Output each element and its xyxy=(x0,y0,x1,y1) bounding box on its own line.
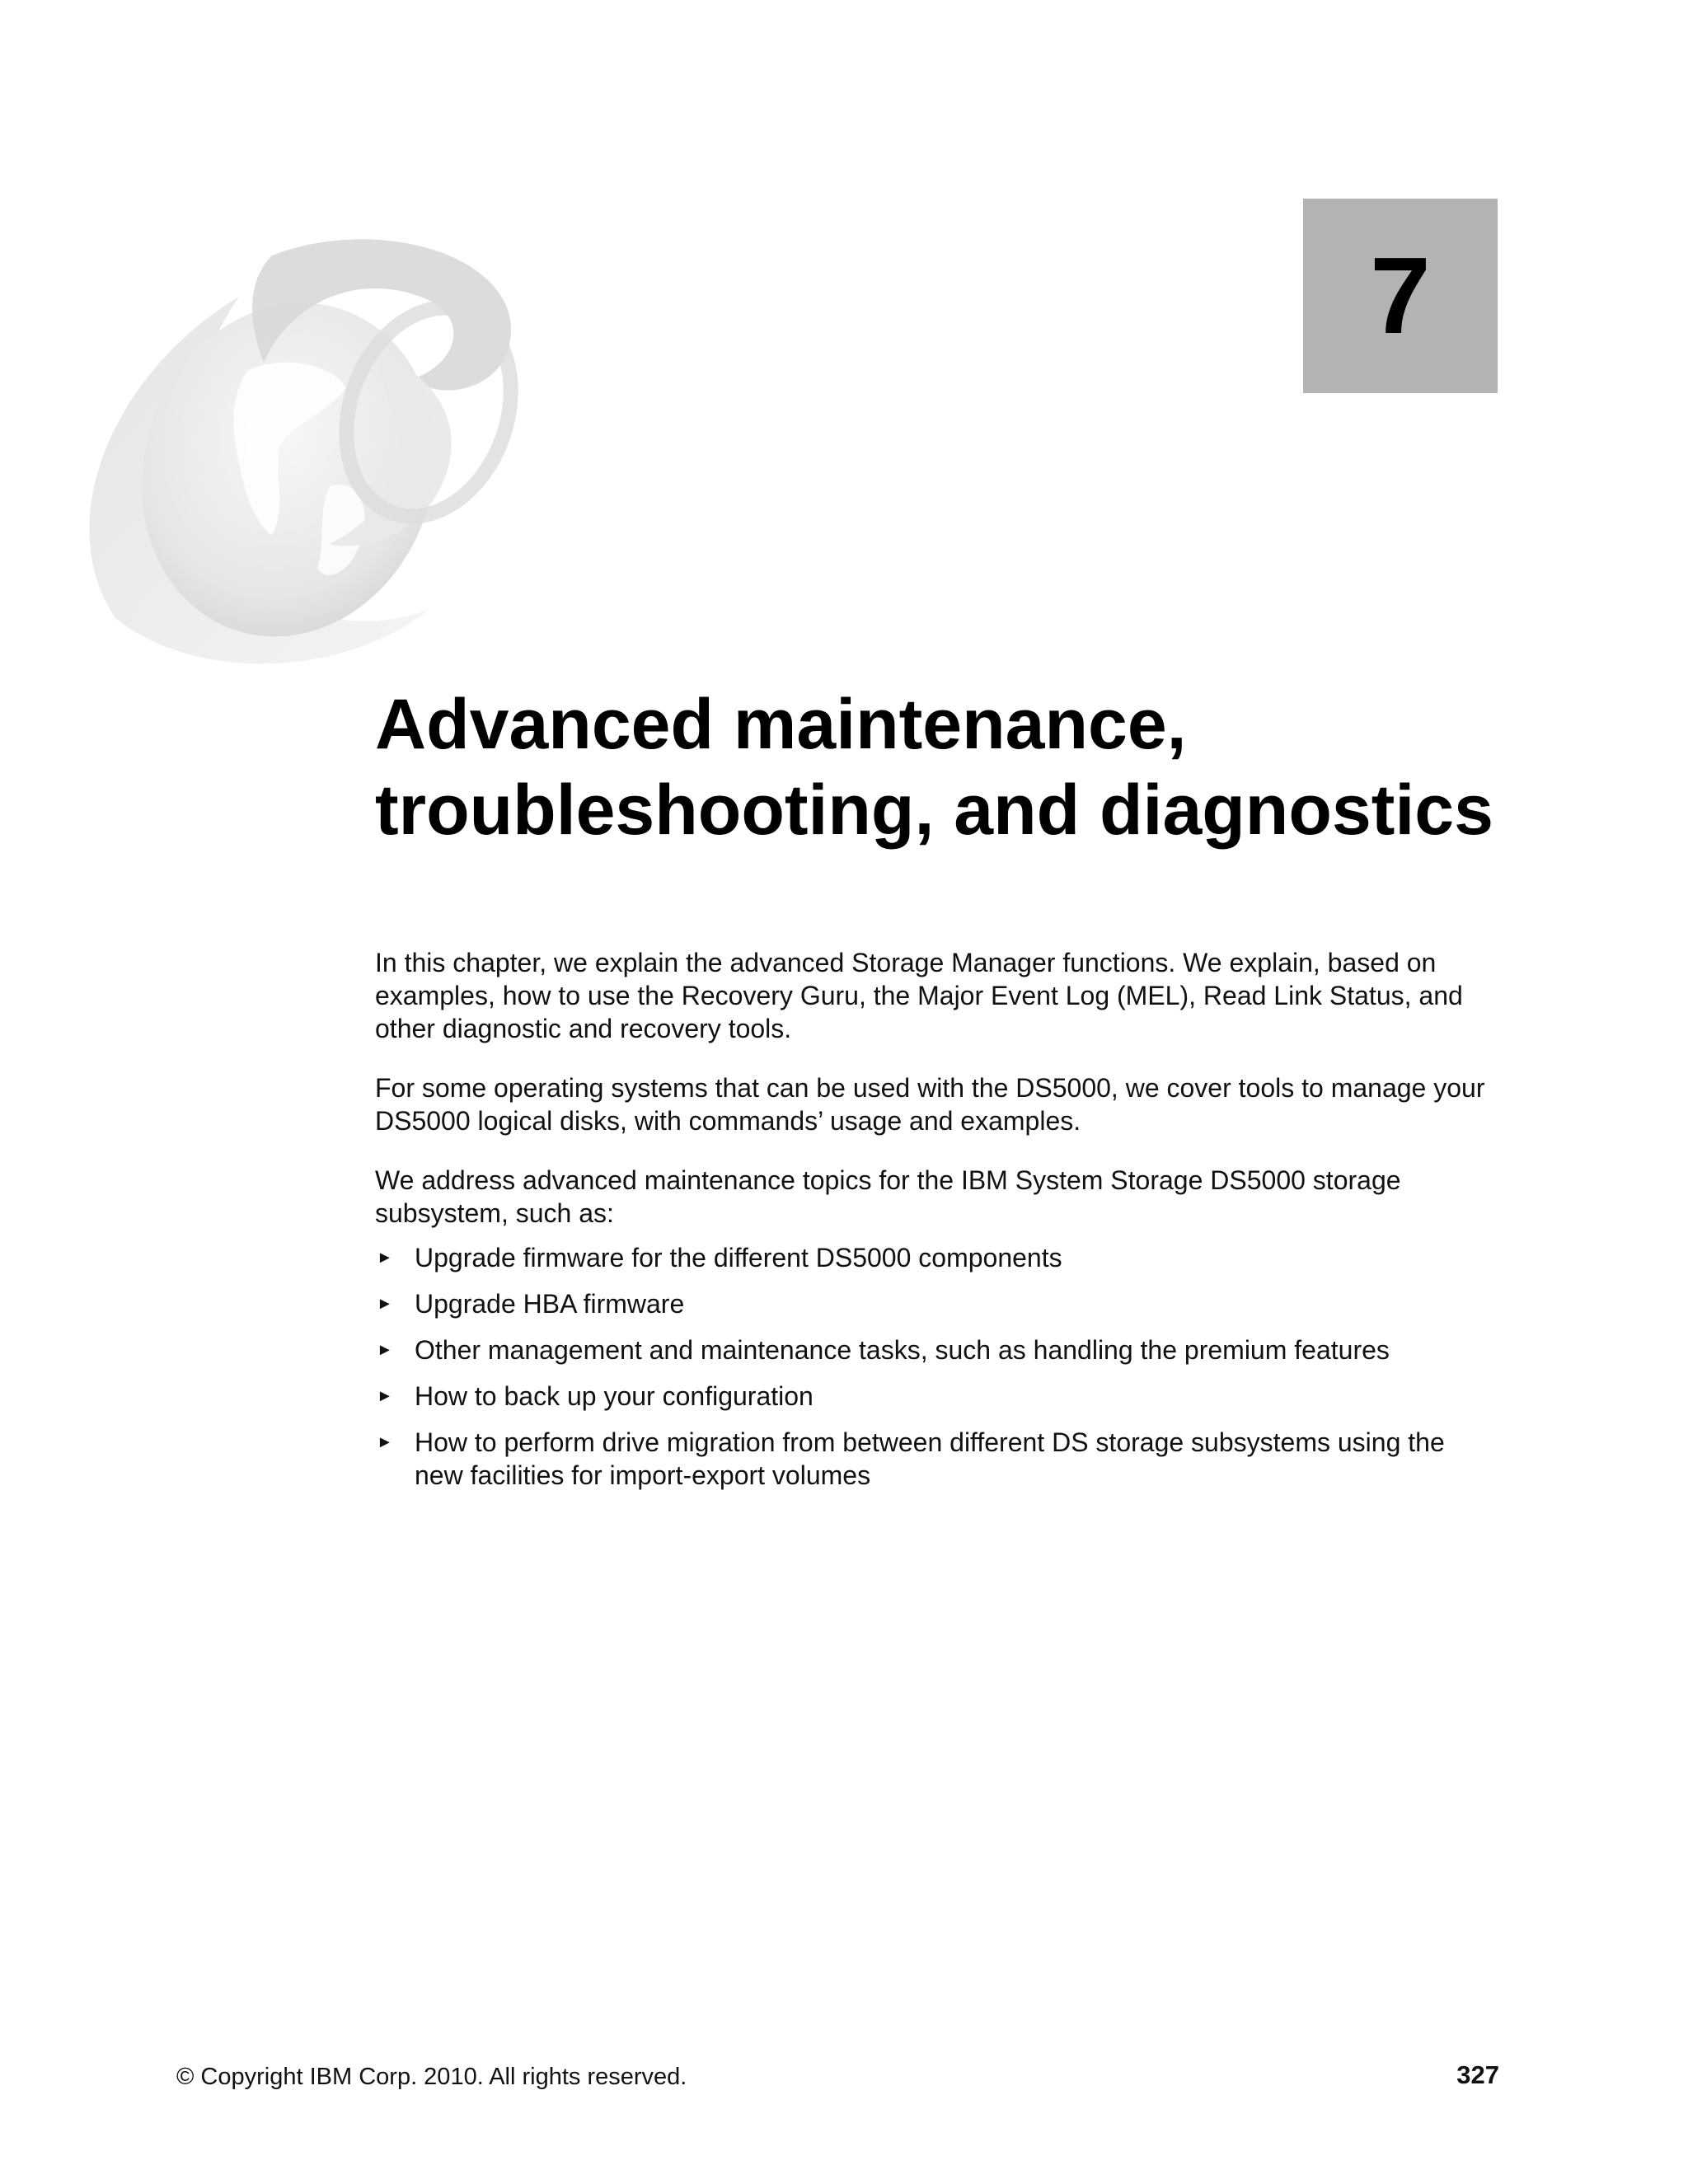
intro-paragraph-3: We address advanced maintenance topics for the IBM System Storage DS5000 storage subsystem, such as: xyxy=(375,1165,1401,1228)
arrow-bullet-icon: ► xyxy=(377,1387,393,1405)
topics-list xyxy=(375,1241,1500,1492)
intro-paragraph-1: In this chapter, we explain the advanced Storage Manager functions. We explain, based on examples, how to use the Recovery Guru, the Major Event Log (MEL), Read Link Status, and other diagnostic and recovery tools. xyxy=(375,948,1463,1043)
arrow-bullet-icon: ► xyxy=(377,1433,393,1451)
chapter-number-box xyxy=(1303,199,1498,393)
page-number: 327 xyxy=(1456,2060,1499,2089)
intro-paragraph-2: For some operating systems that can be used with the DS5000, we cover tools to manage your DS5000 logical disks, with commands’ usage and examples. xyxy=(375,1073,1485,1136)
list-item xyxy=(375,1380,1500,1413)
chapter-title-line-1: Advanced maintenance, xyxy=(375,685,1187,764)
list-item xyxy=(375,1426,1500,1492)
arrow-bullet-icon: ► xyxy=(377,1295,393,1313)
chapter-number: 7 xyxy=(1370,235,1431,356)
list-item xyxy=(375,1287,1500,1320)
globe-swirl-logo xyxy=(82,223,676,668)
arrow-bullet-icon: ► xyxy=(377,1249,393,1267)
list-item-text: How to perform drive migration from between different DS storage subsystems using the new facilities for import-export volumes xyxy=(415,1427,1445,1490)
list-item-text: Upgrade HBA firmware xyxy=(415,1289,685,1319)
copyright-notice: © Copyright IBM Corp. 2010. All rights reserved. xyxy=(176,2064,687,2090)
chapter-title-line-2: troubleshooting, and diagnostics xyxy=(375,771,1493,850)
list-item xyxy=(375,1333,1500,1366)
chapter-title xyxy=(375,682,1529,853)
chapter-intro xyxy=(375,946,1500,1505)
list-item xyxy=(375,1241,1500,1274)
list-item-text: Other management and maintenance tasks, such as handling the premium features xyxy=(415,1335,1390,1365)
arrow-bullet-icon: ► xyxy=(377,1341,393,1359)
list-item-text: How to back up your configuration xyxy=(415,1381,814,1411)
list-item-text: Upgrade firmware for the different DS5000 components xyxy=(415,1243,1062,1272)
